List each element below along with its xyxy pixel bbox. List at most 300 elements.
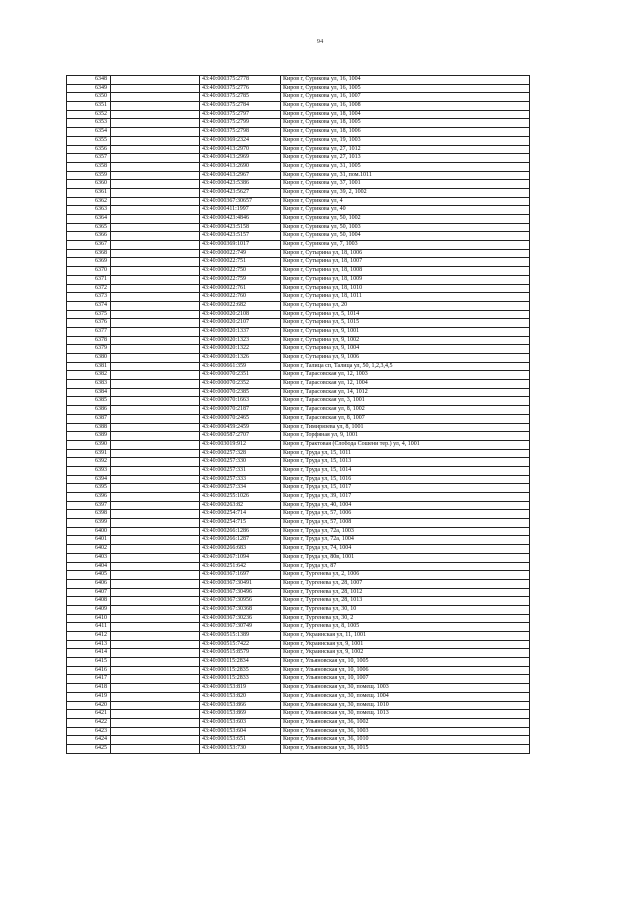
table-row [67,110,530,119]
address-cell: Киров г, Сутырина ул, 9, 1002 [281,336,530,345]
cadastral-number-cell: 43:40:000022:760 [200,293,281,302]
table-row [67,640,530,649]
empty-cell [111,293,200,302]
row-number-cell: 6352 [67,110,111,119]
empty-cell [111,562,200,571]
empty-cell [111,406,200,415]
empty-cell [111,440,200,449]
cadastral-number-cell: 43:40:000423:5157 [200,232,281,241]
empty-cell [111,362,200,371]
cadastral-number-cell: 43:40:000515:8579 [200,649,281,658]
empty-cell [111,84,200,93]
row-number-cell: 6357 [67,154,111,163]
empty-cell [111,727,200,736]
address-cell: Киров г, Сутырина ул, 9, 1006 [281,354,530,363]
cadastral-number-cell: 43:40:000413:2970 [200,145,281,154]
table-row [67,93,530,102]
row-number-cell: 6405 [67,571,111,580]
address-cell: Киров г, Сутырина ул, 18, 1010 [281,284,530,293]
row-number-cell: 6353 [67,119,111,128]
address-cell: Киров г, Сурикова ул, 7, 1003 [281,241,530,250]
address-cell: Киров г, Торфяная ул, 9, 1001 [281,432,530,441]
cadastral-number-cell: 43:40:000661:359 [200,362,281,371]
address-cell: Киров г, Ульяновская ул, 30, помещ. 1013 [281,710,530,719]
address-cell: Киров г, Труда ул, 72а, 1004 [281,536,530,545]
table-row [67,432,530,441]
cadastral-number-cell: 43:40:000251:642 [200,562,281,571]
cadastral-number-cell: 43:40:000423:5627 [200,188,281,197]
address-cell: Киров г, Ульяновская ул, 36, 1010 [281,736,530,745]
empty-cell [111,232,200,241]
row-number-cell: 6420 [67,701,111,710]
table-row [67,119,530,128]
table-row [67,614,530,623]
table-row [67,188,530,197]
cadastral-number-cell: 43:40:000266:683 [200,545,281,554]
row-number-cell: 6415 [67,658,111,667]
row-number-cell: 6384 [67,388,111,397]
table-row [67,545,530,554]
row-number-cell: 6387 [67,414,111,423]
row-number-cell: 6366 [67,232,111,241]
table-row [67,275,530,284]
table-row [67,362,530,371]
address-cell: Киров г, Сурикова ул, 4 [281,197,530,206]
empty-cell [111,571,200,580]
address-cell: Киров г, Труда ул, 15, 1014 [281,466,530,475]
cadastral-number-cell: 43:40:000153:604 [200,727,281,736]
cadastral-number-cell: 43:40:000367:30491 [200,579,281,588]
row-number-cell: 6369 [67,258,111,267]
cadastral-number-cell: 43:40:000153:730 [200,744,281,753]
row-number-cell: 6364 [67,215,111,224]
table-row [67,571,530,580]
empty-cell [111,536,200,545]
empty-cell [111,432,200,441]
address-cell: Киров г, Сурикова ул, 40 [281,206,530,215]
row-number-cell: 6419 [67,692,111,701]
empty-cell [111,301,200,310]
table-row [67,466,530,475]
row-number-cell: 6389 [67,432,111,441]
address-cell: Киров г, Тарасовская ул, 3, 1001 [281,397,530,406]
cadastral-number-cell: 43:40:000153:603 [200,718,281,727]
table-row [67,501,530,510]
address-cell: Киров г, Сутырина ул, 9, 1004 [281,345,530,354]
address-cell: Киров г, Сурикова ул, 18, 1006 [281,128,530,137]
cadastral-number-cell: 43:40:000267:1094 [200,553,281,562]
empty-cell [111,614,200,623]
table-row [67,605,530,614]
address-cell: Киров г, Тарасовская ул, 12, 1003 [281,371,530,380]
cadastral-number-cell: 43:40:000515:1389 [200,632,281,641]
row-number-cell: 6383 [67,380,111,389]
address-cell: Киров г, Тургенева ул, 8, 1005 [281,623,530,632]
address-cell: Киров г, Ульяновская ул, 30, помещ. 1003 [281,684,530,693]
cadastral-number-cell: 43:40:000115:2833 [200,675,281,684]
empty-cell [111,223,200,232]
row-number-cell: 6409 [67,605,111,614]
empty-cell [111,241,200,250]
table-row [67,215,530,224]
cadastral-number-cell: 43:40:000263:82 [200,501,281,510]
cadastral-number-cell: 43:40:000115:2834 [200,658,281,667]
table-row [67,76,530,85]
empty-cell [111,128,200,137]
address-cell: Киров г, Сутырина ул, 5, 1015 [281,319,530,328]
address-cell: Киров г, Труда ул, 74, 1004 [281,545,530,554]
table-row [67,380,530,389]
row-number-cell: 6358 [67,162,111,171]
empty-cell [111,336,200,345]
address-cell: Киров г, Труда ул, 39, 1017 [281,493,530,502]
empty-cell [111,588,200,597]
address-cell: Киров г, Сурикова ул, 50, 1003 [281,223,530,232]
empty-cell [111,545,200,554]
address-cell: Киров г, Тарасовская ул, 8, 1002 [281,406,530,415]
table-row [67,440,530,449]
empty-cell [111,180,200,189]
empty-cell [111,423,200,432]
table-row [67,284,530,293]
cadastral-number-cell: 43:40:000257:333 [200,475,281,484]
cadastral-number-cell: 43:40:000459:2459 [200,423,281,432]
cadastral-number-cell: 43:40:000115:2835 [200,666,281,675]
cadastral-number-cell: 43:40:000367:30956 [200,597,281,606]
table-row [67,388,530,397]
row-number-cell: 6391 [67,449,111,458]
cadastral-number-cell: 43:40:000022:749 [200,249,281,258]
row-number-cell: 6412 [67,632,111,641]
empty-cell [111,197,200,206]
cadastral-number-cell: 43:40:000367:30657 [200,197,281,206]
empty-cell [111,145,200,154]
row-number-cell: 6406 [67,579,111,588]
empty-cell [111,310,200,319]
row-number-cell: 6425 [67,744,111,753]
table-row [67,475,530,484]
address-cell: Киров г, Сутырина ул, 18, 1011 [281,293,530,302]
address-cell: Киров г, Тургенева ул, 28, 1013 [281,597,530,606]
row-number-cell: 6416 [67,666,111,675]
cadastral-number-cell: 43:40:000423:5386 [200,180,281,189]
address-cell: Киров г, Труда ул, 15, 1013 [281,458,530,467]
address-cell: Киров г, Тимирязева ул, 8, 1001 [281,423,530,432]
cadastral-number-cell: 43:40:000587:2707 [200,432,281,441]
address-cell: Киров г, Сурикова ул, 16, 1004 [281,76,530,85]
table-row [67,536,530,545]
row-number-cell: 6397 [67,501,111,510]
cadastral-number-cell: 43:40:000367:30368 [200,605,281,614]
empty-cell [111,215,200,224]
empty-cell [111,466,200,475]
empty-cell [111,414,200,423]
table-row [67,301,530,310]
cadastral-number-cell: 43:40:000413:2690 [200,162,281,171]
address-cell: Киров г, Украинская ул, 9, 1001 [281,640,530,649]
table-row [67,684,530,693]
cadastral-number-cell: 43:40:000375:2776 [200,84,281,93]
address-cell: Киров г, Сурикова ул, 37, 1001 [281,180,530,189]
empty-cell [111,475,200,484]
address-cell: Киров г, Труда ул, 15, 1016 [281,475,530,484]
cadastral-number-cell: 43:40:000153:819 [200,684,281,693]
cadastral-number-cell: 43:40:000515:7422 [200,640,281,649]
address-cell: Киров г, Ульяновская ул, 10, 1005 [281,658,530,667]
empty-cell [111,275,200,284]
empty-cell [111,188,200,197]
cadastral-number-cell: 43:40:000375:2785 [200,93,281,102]
address-cell: Киров г, Ульяновская ул, 10, 1007 [281,675,530,684]
row-number-cell: 6370 [67,267,111,276]
cadastral-number-cell: 43:40:000020:1326 [200,354,281,363]
table-row [67,206,530,215]
cadastral-number-cell: 43:40:000022:761 [200,284,281,293]
table-row [67,319,530,328]
cadastral-number-cell: 43:40:000367:30496 [200,588,281,597]
row-number-cell: 6410 [67,614,111,623]
address-cell: Киров г, Тургенева ул, 28, 1012 [281,588,530,597]
address-cell: Киров г, Ульяновская ул, 36, 1003 [281,727,530,736]
row-number-cell: 6422 [67,718,111,727]
row-number-cell: 6375 [67,310,111,319]
empty-cell [111,267,200,276]
cadastral-number-cell: 43:40:000254:715 [200,519,281,528]
empty-cell [111,484,200,493]
cadastral-number-cell: 43:40:000369:2324 [200,136,281,145]
row-number-cell: 6396 [67,493,111,502]
empty-cell [111,519,200,528]
cadastral-number-cell: 43:40:000423:4846 [200,215,281,224]
address-cell: Киров г, Тургенева ул, 2, 1006 [281,571,530,580]
address-cell: Киров г, Сурикова ул, 27, 1012 [281,145,530,154]
row-number-cell: 6404 [67,562,111,571]
row-number-cell: 6423 [67,727,111,736]
cadastral-number-cell: 43:40:000020:2107 [200,319,281,328]
cadastral-number-cell: 43:40:000413:2967 [200,171,281,180]
table-row [67,579,530,588]
cadastral-number-cell: 43:40:000020:1337 [200,327,281,336]
empty-cell [111,354,200,363]
row-number-cell: 6372 [67,284,111,293]
table-row [67,180,530,189]
address-cell: Киров г, Ульяновская ул, 36, 1002 [281,718,530,727]
table-row [67,336,530,345]
address-cell: Киров г, Сурикова ул, 16, 1005 [281,84,530,93]
table-row [67,510,530,519]
empty-cell [111,380,200,389]
empty-cell [111,136,200,145]
empty-cell [111,258,200,267]
address-cell: Киров г, Сурикова ул, 19, 1003 [281,136,530,145]
row-number-cell: 6393 [67,466,111,475]
empty-cell [111,658,200,667]
table-row [67,658,530,667]
row-number-cell: 6395 [67,484,111,493]
table-row [67,666,530,675]
cadastral-number-cell: 43:40:000375:2797 [200,110,281,119]
row-number-cell: 6381 [67,362,111,371]
address-cell: Киров г, Сурикова ул, 39, 2, 1002 [281,188,530,197]
table-row [67,406,530,415]
cadastral-number-cell: 43:40:000257:331 [200,466,281,475]
row-number-cell: 6348 [67,76,111,85]
table-row [67,327,530,336]
row-number-cell: 6418 [67,684,111,693]
table-row [67,128,530,137]
empty-cell [111,501,200,510]
row-number-cell: 6373 [67,293,111,302]
row-number-cell: 6411 [67,623,111,632]
row-number-cell: 6417 [67,675,111,684]
row-number-cell: 6379 [67,345,111,354]
table-row [67,449,530,458]
address-cell: Киров г, Тарасовская ул, 12, 1004 [281,380,530,389]
cadastral-number-cell: 43:40:000255:1026 [200,493,281,502]
cadastral-number-cell: 43:40:000375:2778 [200,76,281,85]
table-row [67,171,530,180]
empty-cell [111,171,200,180]
empty-cell [111,527,200,536]
table-row [67,623,530,632]
cadastral-number-cell: 43:40:000153:866 [200,701,281,710]
row-number-cell: 6400 [67,527,111,536]
row-number-cell: 6399 [67,519,111,528]
address-cell: Киров г, Сутырина ул, 9, 1001 [281,327,530,336]
cadastral-number-cell: 43:40:000411:1997 [200,206,281,215]
row-number-cell: 6385 [67,397,111,406]
table-row [67,458,530,467]
cadastral-number-cell: 43:40:000070:2187 [200,406,281,415]
address-cell: Киров г, Труда ул, 15, 1011 [281,449,530,458]
table-row [67,423,530,432]
address-cell: Киров г, Труда ул, 72а, 1003 [281,527,530,536]
table-row [67,701,530,710]
empty-cell [111,345,200,354]
registry-body [67,76,530,754]
address-cell: Киров г, Сутырина ул, 18, 1008 [281,267,530,276]
row-number-cell: 6365 [67,223,111,232]
table-row [67,136,530,145]
table-row [67,718,530,727]
row-number-cell: 6413 [67,640,111,649]
table-row [67,84,530,93]
table-row [67,249,530,258]
empty-cell [111,319,200,328]
table-row [67,293,530,302]
cadastral-number-cell: 43:40:000375:2784 [200,102,281,111]
empty-cell [111,493,200,502]
row-number-cell: 6390 [67,440,111,449]
address-cell: Киров г, Труда ул, 80в, 1001 [281,553,530,562]
table-row [67,241,530,250]
address-cell: Киров г, Сурикова ул, 16, 1007 [281,93,530,102]
empty-cell [111,371,200,380]
empty-cell [111,649,200,658]
row-number-cell: 6398 [67,510,111,519]
table-row [67,162,530,171]
cadastral-number-cell: 43:40:000070:2352 [200,380,281,389]
address-cell: Киров г, Сурикова ул, 18, 1005 [281,119,530,128]
row-number-cell: 6392 [67,458,111,467]
address-cell: Киров г, Сутырина ул, 18, 1007 [281,258,530,267]
empty-cell [111,93,200,102]
cadastral-number-cell: 43:40:000070:2351 [200,371,281,380]
empty-cell [111,579,200,588]
property-registry-table [66,75,530,754]
row-number-cell: 6424 [67,736,111,745]
table-row [67,597,530,606]
table-row [67,493,530,502]
address-cell: Киров г, Тургенева ул, 30, 10 [281,605,530,614]
table-row [67,397,530,406]
row-number-cell: 6378 [67,336,111,345]
empty-cell [111,249,200,258]
cadastral-number-cell: 43:40:000070:2465 [200,414,281,423]
table-row [67,710,530,719]
row-number-cell: 6401 [67,536,111,545]
empty-cell [111,206,200,215]
empty-cell [111,327,200,336]
cadastral-number-cell: 43:40:000413:2969 [200,154,281,163]
row-number-cell: 6363 [67,206,111,215]
row-number-cell: 6388 [67,423,111,432]
address-cell: Киров г, Труда ул, 40, 1004 [281,501,530,510]
address-cell: Киров г, Сурикова ул, 27, 1013 [281,154,530,163]
table-row [67,519,530,528]
empty-cell [111,510,200,519]
cadastral-number-cell: 43:40:000153:651 [200,736,281,745]
table-row [67,197,530,206]
cadastral-number-cell: 43:40:000153:869 [200,710,281,719]
empty-cell [111,736,200,745]
address-cell: Киров г, Сурикова ул, 50, 1002 [281,215,530,224]
address-cell: Киров г, Украинская ул, 11, 1001 [281,632,530,641]
empty-cell [111,388,200,397]
table-row [67,154,530,163]
cadastral-number-cell: 43:40:000022:751 [200,258,281,267]
table-row [67,632,530,641]
row-number-cell: 6380 [67,354,111,363]
cadastral-number-cell: 43:40:000367:30236 [200,614,281,623]
empty-cell [111,684,200,693]
address-cell: Киров г, Сурикова ул, 31, пом.1011 [281,171,530,180]
row-number-cell: 6362 [67,197,111,206]
row-number-cell: 6394 [67,475,111,484]
address-cell: Киров г, Ульяновская ул, 10, 1006 [281,666,530,675]
table-row [67,102,530,111]
address-cell: Киров г, Ульяновская ул, 30, помещ. 1010 [281,701,530,710]
cadastral-number-cell: 43:40:000257:328 [200,449,281,458]
cadastral-number-cell: 43:40:000257:334 [200,484,281,493]
address-cell: Киров г, Ульяновская ул, 36, 1015 [281,744,530,753]
cadastral-number-cell: 43:40:000257:330 [200,458,281,467]
address-cell: Киров г, Сурикова ул, 50, 1004 [281,232,530,241]
table-row [67,345,530,354]
table-row [67,675,530,684]
row-number-cell: 6377 [67,327,111,336]
empty-cell [111,675,200,684]
address-cell: Киров г, Сутырина ул, 5, 1014 [281,310,530,319]
row-number-cell: 6386 [67,406,111,415]
row-number-cell: 6368 [67,249,111,258]
row-number-cell: 6361 [67,188,111,197]
cadastral-number-cell: 43:40:000022:759 [200,275,281,284]
table-row [67,223,530,232]
cadastral-number-cell: 43:40:000266:1287 [200,536,281,545]
row-number-cell: 6367 [67,241,111,250]
address-cell: Киров г, Сутырина ул, 20 [281,301,530,310]
